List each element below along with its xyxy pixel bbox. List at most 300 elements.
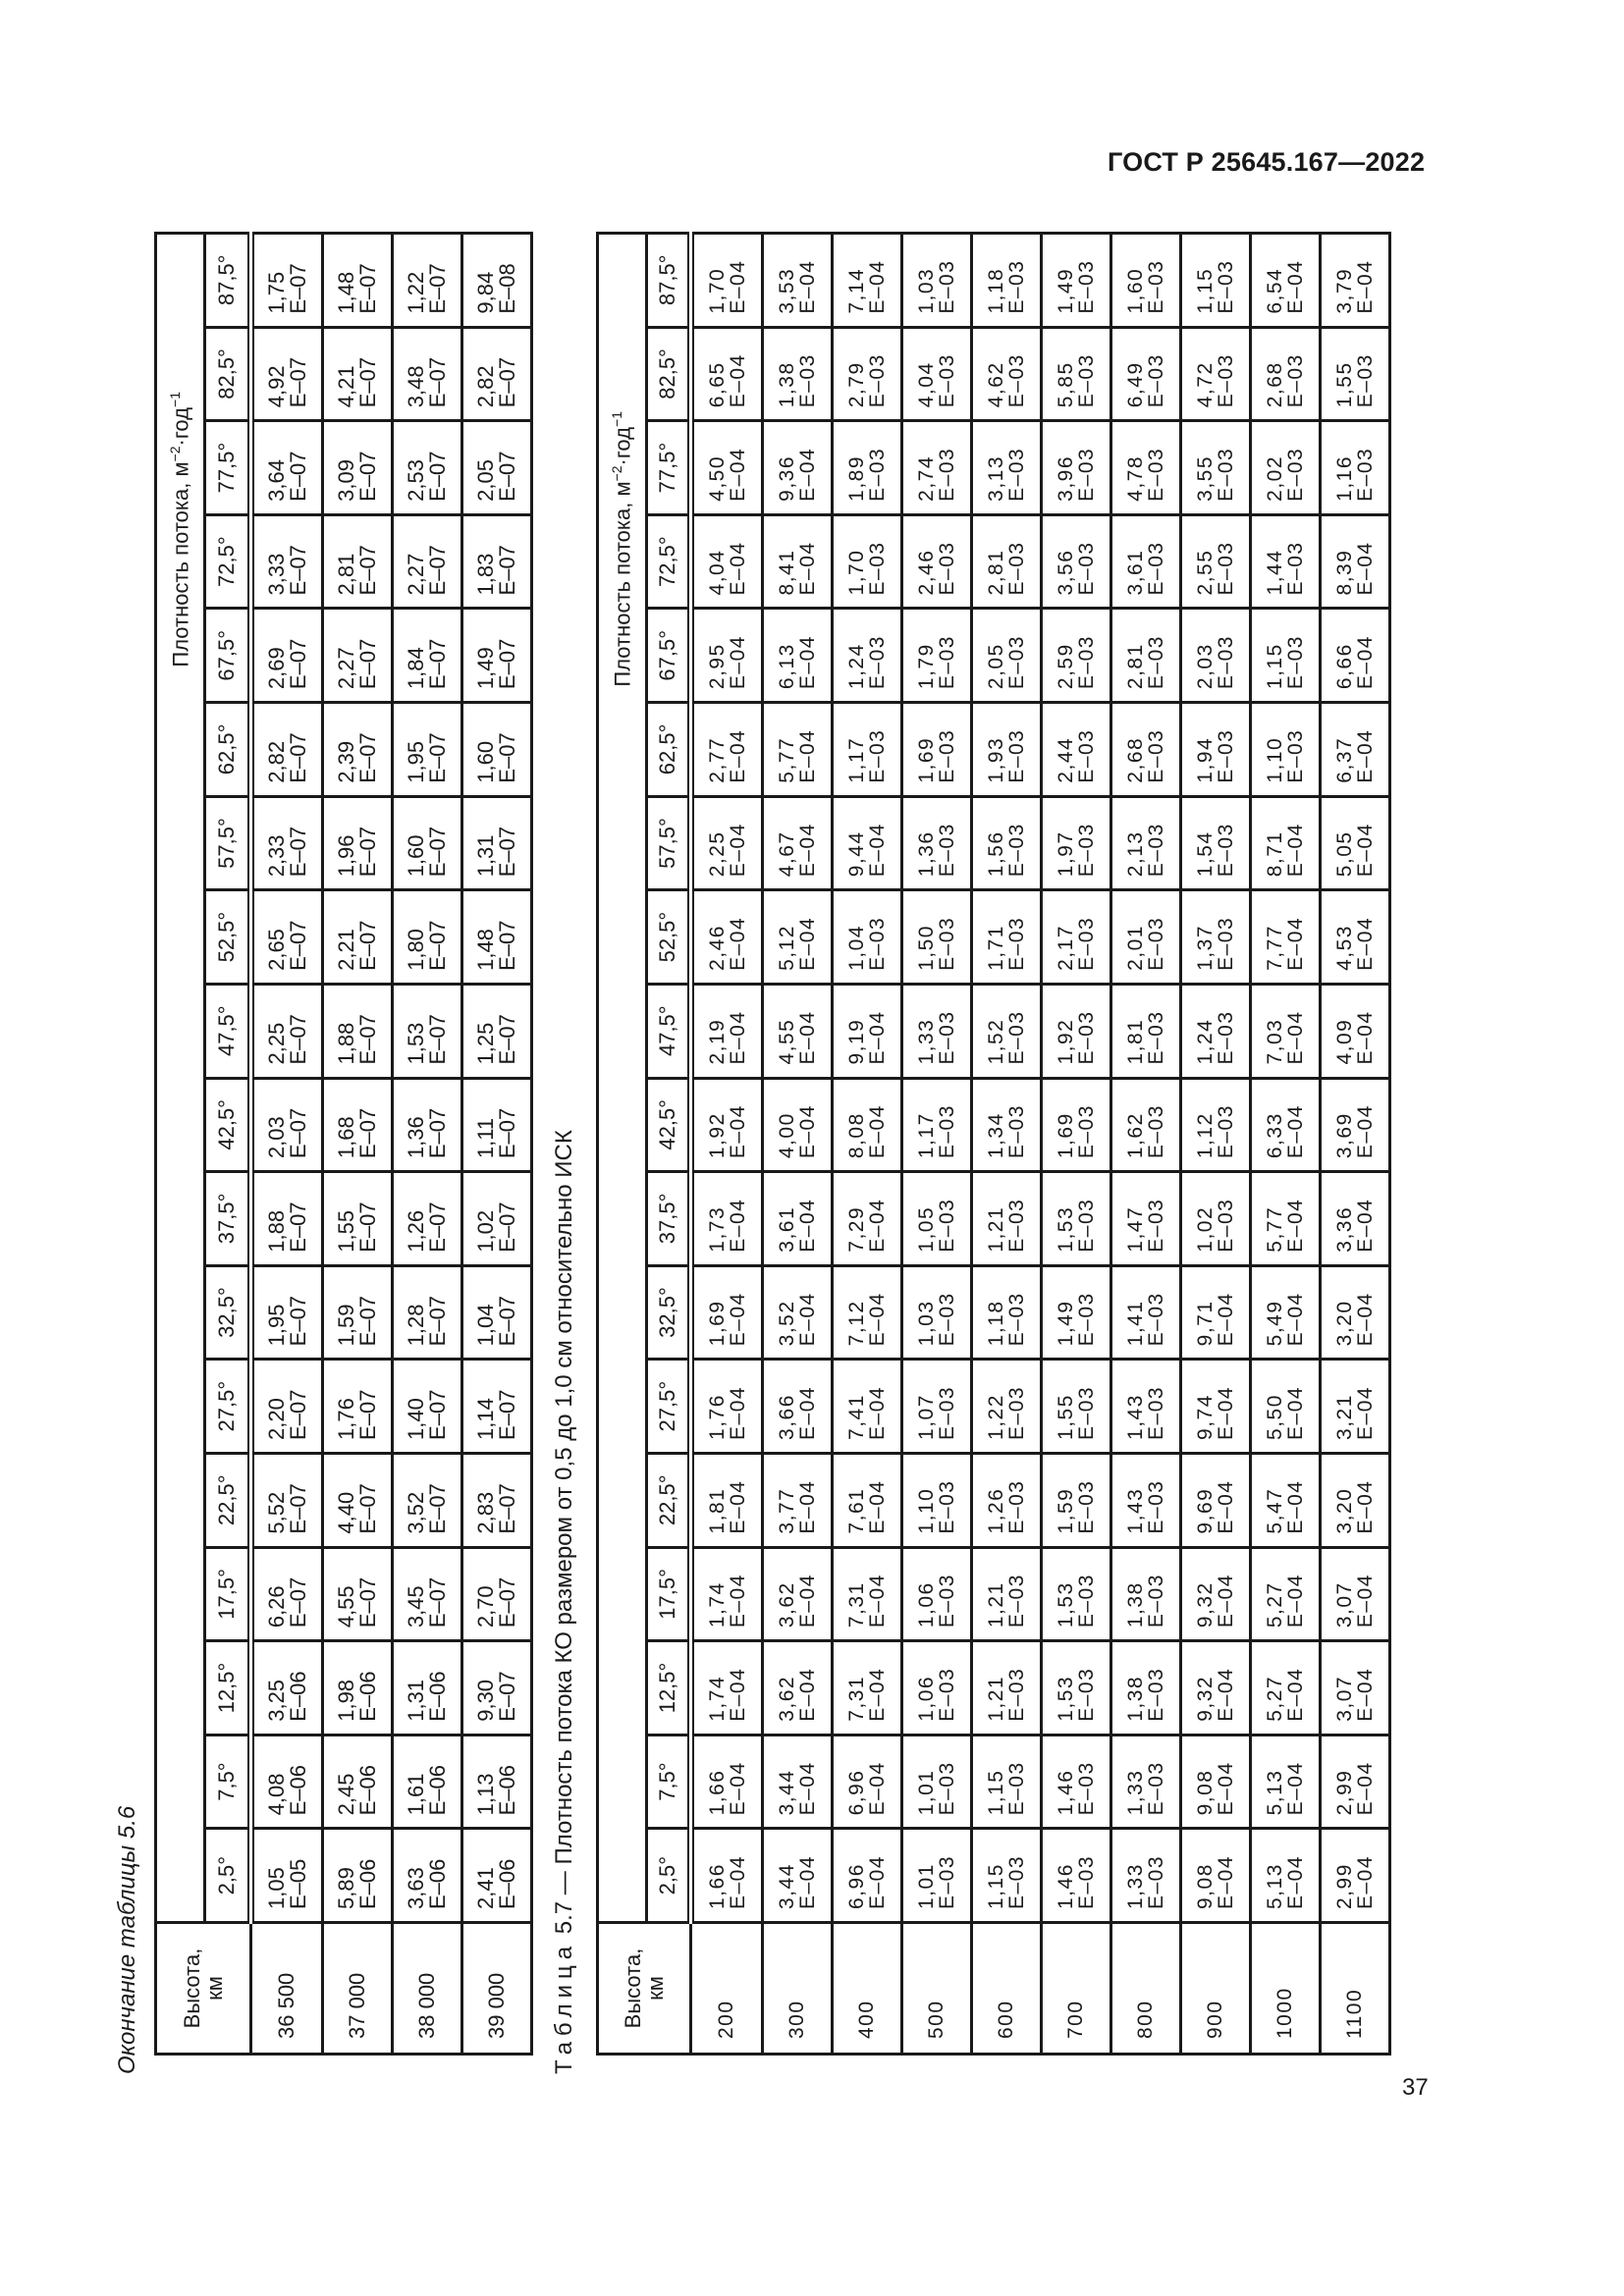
exponent: E–04 — [796, 635, 819, 690]
exponent: E–04 — [796, 1104, 819, 1159]
exponent: E–07 — [425, 638, 450, 690]
flux-value-cell — [691, 796, 763, 890]
flux-value-cell — [1111, 1265, 1181, 1360]
flux-value-cell — [1251, 1078, 1321, 1172]
table-5-6 — [154, 232, 533, 2056]
exponent: E–03 — [1005, 353, 1028, 408]
mantissa: 6,96 — [845, 1769, 868, 1816]
mantissa: 3,20 — [1333, 1300, 1356, 1347]
exponent: E–03 — [1005, 728, 1028, 783]
mantissa: 1,05 — [264, 1867, 289, 1909]
flux-value-cell — [1181, 1547, 1251, 1641]
exponent: E–04 — [866, 259, 889, 314]
flux-value-cell — [763, 1078, 833, 1172]
exponent: E–04 — [1354, 1479, 1377, 1534]
mantissa: 1,02 — [473, 1209, 498, 1253]
flux-value-cell — [972, 1078, 1042, 1172]
mantissa: 6,49 — [1124, 361, 1147, 408]
flux-value-cell — [691, 421, 763, 515]
exponent: E–03 — [1075, 1292, 1098, 1347]
flux-value-cell — [1321, 1735, 1390, 1829]
mantissa: 1,04 — [845, 925, 868, 971]
exponent: E–04 — [796, 1292, 819, 1347]
flux-value-cell — [902, 703, 972, 797]
exponent: E–07 — [355, 1295, 380, 1347]
mantissa: 2,03 — [264, 1116, 289, 1159]
exponent: E–03 — [1354, 353, 1377, 408]
mantissa: 1,49 — [473, 647, 498, 690]
exponent: E–06 — [425, 1765, 450, 1816]
flux-value-cell — [462, 1829, 532, 1923]
mantissa: 1,60 — [1124, 267, 1147, 314]
mantissa: 1,21 — [985, 1581, 1007, 1629]
mantissa: 1,24 — [845, 643, 868, 690]
exponent: E–03 — [1005, 1761, 1028, 1816]
flux-density-header: Плотность потока, $м^{-2}\cdot год^{-1}$ — [156, 234, 205, 1923]
mantissa: 1,33 — [1124, 1769, 1147, 1816]
exponent: E–07 — [495, 1483, 519, 1534]
flux-value-cell — [393, 234, 462, 328]
table-row — [763, 234, 833, 2055]
exponent: E–04 — [1284, 1761, 1307, 1816]
flux-value-cell — [1251, 609, 1321, 703]
mantissa: 2,41 — [473, 1867, 498, 1909]
mantissa: 1,15 — [1264, 643, 1286, 690]
flux-value-cell — [1181, 1829, 1251, 1923]
flux-value-cell — [462, 984, 532, 1078]
flux-value-cell — [462, 1453, 532, 1547]
flux-value-cell — [1111, 703, 1181, 797]
exponent: E–03 — [1075, 353, 1098, 408]
mantissa: 2,74 — [915, 454, 938, 502]
flux-value-cell — [1181, 514, 1251, 609]
flux-value-cell — [1181, 890, 1251, 985]
flux-value-cell — [462, 1735, 532, 1829]
mantissa: 3,61 — [1124, 549, 1147, 596]
mantissa: 9,08 — [1194, 1863, 1217, 1909]
exponent: E–03 — [1075, 1010, 1098, 1065]
flux-value-cell — [393, 796, 462, 890]
flux-value-cell — [1321, 703, 1390, 797]
exponent: E–07 — [425, 451, 450, 502]
flux-value-cell — [691, 234, 763, 328]
exponent: E–07 — [425, 920, 450, 971]
exponent: E–03 — [1075, 1574, 1098, 1629]
flux-value-cell — [1181, 1735, 1251, 1829]
flux-value-cell — [393, 1453, 462, 1547]
mantissa: 1,37 — [1194, 925, 1217, 971]
flux-value-cell — [1111, 609, 1181, 703]
mantissa: 1,60 — [404, 834, 428, 878]
flux-value-cell — [462, 421, 532, 515]
exponent: E–07 — [425, 1389, 450, 1440]
angle-header-cell: 52,5° — [205, 890, 251, 985]
table-row — [251, 234, 323, 2055]
exponent: E–03 — [1075, 1667, 1098, 1722]
exponent: E–07 — [425, 1107, 450, 1159]
flux-value-cell — [251, 1078, 323, 1172]
flux-value-cell — [393, 984, 462, 1078]
exponent: E–07 — [355, 1389, 380, 1440]
exponent: E–04 — [1354, 1574, 1377, 1629]
exponent: E–07 — [495, 356, 519, 408]
flux-value-cell — [763, 234, 833, 328]
flux-value-cell — [1251, 421, 1321, 515]
mantissa: 6,37 — [1333, 736, 1356, 783]
mantissa: 5,52 — [264, 1491, 289, 1534]
exponent: E–04 — [1354, 1667, 1377, 1722]
mantissa: 2,65 — [264, 929, 289, 971]
exponent: E–03 — [936, 728, 958, 783]
mantissa: 1,28 — [404, 1304, 428, 1347]
exponent: E–04 — [796, 1574, 819, 1629]
exponent: E–07 — [286, 545, 310, 596]
table-row — [1042, 234, 1111, 2055]
flux-value-cell — [1251, 327, 1321, 421]
mantissa: 5,89 — [334, 1867, 358, 1909]
flux-value-cell — [393, 1265, 462, 1360]
mantissa: 2,55 — [1194, 549, 1217, 596]
altitude-cell: 300 — [763, 1923, 833, 2055]
flux-density-header: Плотность потока, $м^{-2}\cdot год^{-1}$ — [598, 234, 647, 1923]
exponent: E–04 — [1354, 1385, 1377, 1440]
mantissa: 4,09 — [1333, 1018, 1356, 1065]
exponent: E–03 — [866, 635, 889, 690]
mantissa: 4,72 — [1194, 361, 1217, 408]
mantissa: 2,68 — [1124, 736, 1147, 783]
mantissa: 3,55 — [1194, 454, 1217, 502]
exponent: E–07 — [425, 545, 450, 596]
exponent: E–03 — [936, 1198, 958, 1253]
altitude-cell: 36 500 — [251, 1923, 323, 2055]
flux-value-cell — [833, 890, 902, 985]
flux-value-cell — [393, 1172, 462, 1266]
flux-value-cell — [972, 1360, 1042, 1454]
flux-value-cell — [972, 1547, 1042, 1641]
table-5-7 — [596, 232, 1391, 2056]
flux-value-cell — [833, 234, 902, 328]
flux-value-cell — [1321, 1829, 1390, 1923]
exponent: E–04 — [796, 1385, 819, 1440]
flux-value-cell — [1181, 703, 1251, 797]
table-row — [1321, 234, 1390, 2055]
flux-value-cell — [1321, 234, 1390, 328]
exponent: E–04 — [796, 728, 819, 783]
exponent: E–07 — [286, 1014, 310, 1065]
exponent: E–04 — [1215, 1854, 1237, 1909]
exponent: E–04 — [727, 353, 749, 408]
mantissa: 4,04 — [706, 549, 729, 596]
exponent: E–03 — [1145, 1667, 1167, 1722]
mantissa: 1,53 — [404, 1022, 428, 1065]
exponent: E–07 — [495, 1014, 519, 1065]
exponent: E–04 — [796, 1198, 819, 1253]
mantissa: 2,27 — [334, 647, 358, 690]
mantissa: 1,38 — [1124, 1581, 1147, 1629]
flux-value-cell — [833, 514, 902, 609]
flux-value-cell — [833, 1360, 902, 1454]
exponent: E–03 — [1215, 635, 1237, 690]
mantissa: 1,06 — [915, 1675, 938, 1722]
mantissa: 1,49 — [1055, 267, 1077, 314]
exponent: E–03 — [866, 541, 889, 596]
exponent: E–06 — [355, 1671, 380, 1722]
table-row — [1181, 234, 1251, 2055]
flux-value-cell — [323, 1547, 393, 1641]
mantissa: 2,77 — [706, 736, 729, 783]
exponent: E–07 — [355, 1201, 380, 1253]
mantissa: 1,98 — [334, 1679, 358, 1722]
flux-value-cell — [972, 421, 1042, 515]
exponent: E–03 — [1145, 1574, 1167, 1629]
exponent: E–03 — [1075, 259, 1098, 314]
exponent: E–07 — [495, 638, 519, 690]
flux-value-cell — [1181, 1265, 1251, 1360]
exponent: E–03 — [1215, 823, 1237, 878]
flux-value-cell — [1181, 796, 1251, 890]
exponent: E–04 — [1284, 1385, 1307, 1440]
flux-value-cell — [1251, 1735, 1321, 1829]
mantissa: 7,41 — [845, 1394, 868, 1440]
flux-value-cell — [1321, 1453, 1390, 1547]
flux-value-cell — [1042, 234, 1111, 328]
mantissa: 2,13 — [1124, 830, 1147, 878]
flux-value-cell — [1111, 1547, 1181, 1641]
exponent: E–04 — [866, 1292, 889, 1347]
mantissa: 1,53 — [1055, 1675, 1077, 1722]
flux-value-cell — [1181, 327, 1251, 421]
mantissa: 1,62 — [1124, 1112, 1147, 1159]
mantissa: 1,46 — [1055, 1769, 1077, 1816]
mantissa: 2,44 — [1055, 736, 1077, 783]
mantissa: 2,05 — [473, 459, 498, 502]
mantissa: 6,66 — [1333, 643, 1356, 690]
angle-header-cell: 37,5° — [647, 1172, 691, 1266]
exponent: E–07 — [495, 451, 519, 502]
flux-value-cell — [1111, 421, 1181, 515]
mantissa: 1,75 — [264, 271, 289, 314]
mantissa: 1,26 — [404, 1209, 428, 1253]
flux-value-cell — [323, 327, 393, 421]
mantissa: 3,62 — [776, 1675, 798, 1722]
mantissa: 1,74 — [706, 1675, 729, 1722]
flux-value-cell — [1251, 514, 1321, 609]
mantissa: 1,88 — [264, 1209, 289, 1253]
flux-value-cell — [902, 421, 972, 515]
table-5-7-caption — [551, 1130, 578, 2074]
mantissa: 1,74 — [706, 1581, 729, 1629]
flux-value-cell — [323, 984, 393, 1078]
flux-value-cell — [323, 1360, 393, 1454]
exponent: E–07 — [495, 1295, 519, 1347]
mantissa: 1,69 — [915, 736, 938, 783]
angle-header-cell: 52,5° — [647, 890, 691, 985]
exponent: E–03 — [936, 1761, 958, 1816]
exponent: E–03 — [866, 353, 889, 408]
mantissa: 2,02 — [1264, 454, 1286, 502]
mantissa: 1,59 — [334, 1304, 358, 1347]
mantissa: 1,89 — [845, 454, 868, 502]
mantissa: 3,20 — [1333, 1487, 1356, 1534]
exponent: E–04 — [1354, 823, 1377, 878]
flux-value-cell — [462, 327, 532, 421]
mantissa: 1,44 — [1264, 549, 1286, 596]
exponent: E–04 — [796, 1010, 819, 1065]
table-row — [1251, 234, 1321, 2055]
flux-value-cell — [1181, 1453, 1251, 1547]
flux-value-cell — [1042, 1735, 1111, 1829]
page-number: 37 — [1402, 2074, 1429, 2101]
exponent: E–06 — [425, 1858, 450, 1909]
mantissa: 2,03 — [1194, 643, 1217, 690]
flux-value-cell — [691, 327, 763, 421]
mantissa: 1,15 — [1194, 267, 1217, 314]
exponent: E–07 — [495, 920, 519, 971]
exponent: E–04 — [866, 1854, 889, 1909]
exponent: E–06 — [495, 1765, 519, 1816]
exponent: E–04 — [727, 1854, 749, 1909]
flux-value-cell — [251, 609, 323, 703]
exponent: E–03 — [936, 541, 958, 596]
flux-value-cell — [902, 1078, 972, 1172]
altitude-cell: 400 — [833, 1923, 902, 2055]
exponent: E–03 — [1145, 1854, 1167, 1909]
exponent: E–03 — [866, 447, 889, 502]
mantissa: 1,55 — [1333, 361, 1356, 408]
exponent: E–07 — [425, 1295, 450, 1347]
flux-value-cell — [1042, 1078, 1111, 1172]
flux-value-cell — [1042, 1829, 1111, 1923]
mantissa: 1,52 — [985, 1018, 1007, 1065]
exponent: E–04 — [796, 1761, 819, 1816]
flux-value-cell — [833, 984, 902, 1078]
mantissa: 3,07 — [1333, 1581, 1356, 1629]
flux-value-cell — [1042, 1547, 1111, 1641]
flux-value-cell — [1111, 1641, 1181, 1735]
mantissa: 5,49 — [1264, 1300, 1286, 1347]
exponent: E–04 — [727, 728, 749, 783]
flux-value-cell — [393, 1735, 462, 1829]
angle-header-cell: 22,5° — [647, 1453, 691, 1547]
flux-value-cell — [1251, 1641, 1321, 1735]
mantissa: 4,67 — [776, 830, 798, 878]
exponent: E–03 — [936, 353, 958, 408]
mantissa: 5,77 — [776, 736, 798, 783]
exponent: E–04 — [866, 1479, 889, 1534]
flux-value-cell — [323, 1172, 393, 1266]
flux-value-cell — [763, 1829, 833, 1923]
mantissa: 1,06 — [915, 1581, 938, 1629]
mantissa: 2,39 — [334, 740, 358, 783]
exponent: E–03 — [1075, 728, 1098, 783]
exponent: E–03 — [936, 1292, 958, 1347]
mantissa: 2,46 — [706, 925, 729, 971]
flux-value-cell — [972, 609, 1042, 703]
exponent: E–05 — [286, 1858, 310, 1909]
mantissa: 7,31 — [845, 1581, 868, 1629]
flux-value-cell — [833, 609, 902, 703]
mantissa: 4,78 — [1124, 454, 1147, 502]
flux-value-cell — [1042, 327, 1111, 421]
mantissa: 1,60 — [473, 740, 498, 783]
exponent: E–04 — [727, 916, 749, 971]
flux-value-cell — [1251, 1265, 1321, 1360]
flux-value-cell — [902, 796, 972, 890]
flux-value-cell — [691, 1172, 763, 1266]
flux-value-cell — [462, 796, 532, 890]
exponent: E–07 — [286, 1201, 310, 1253]
exponent: E–03 — [1005, 916, 1028, 971]
exponent: E–04 — [1354, 916, 1377, 971]
mantissa: 1,31 — [473, 834, 498, 878]
flux-value-cell — [833, 1078, 902, 1172]
mantissa: 6,13 — [776, 643, 798, 690]
exponent: E–03 — [1005, 1854, 1028, 1909]
altitude-cell: 900 — [1181, 1923, 1251, 2055]
exponent: E–07 — [286, 263, 310, 314]
mantissa: 2,27 — [404, 553, 428, 596]
flux-value-cell — [251, 1641, 323, 1735]
exponent: E–04 — [796, 1854, 819, 1909]
flux-value-cell — [902, 1453, 972, 1547]
mantissa: 1,24 — [1194, 1018, 1217, 1065]
flux-value-cell — [1181, 234, 1251, 328]
table-title: 5.7 — Плотность потока КО размером от 0,5 до 1,0 см относительно ИСК — [551, 1130, 577, 1941]
angle-header-cell: 37,5° — [205, 1172, 251, 1266]
exponent: E–03 — [1215, 728, 1237, 783]
exponent: E–04 — [1284, 1479, 1307, 1534]
flux-value-cell — [763, 984, 833, 1078]
flux-value-cell — [1321, 1078, 1390, 1172]
flux-value-cell — [251, 1735, 323, 1829]
angle-header-cell: 82,5° — [205, 327, 251, 421]
mantissa: 1,46 — [1055, 1863, 1077, 1909]
exponent: E–07 — [355, 356, 380, 408]
exponent: E–07 — [425, 1014, 450, 1065]
exponent: E–04 — [1354, 1198, 1377, 1253]
exponent: E–04 — [1354, 259, 1377, 314]
flux-value-cell — [763, 327, 833, 421]
exponent: E–03 — [1215, 447, 1237, 502]
table-row — [323, 234, 393, 2055]
exponent: E–03 — [1005, 635, 1028, 690]
flux-value-cell — [1042, 1453, 1111, 1547]
flux-value-cell — [691, 890, 763, 985]
flux-value-cell — [763, 1735, 833, 1829]
mantissa: 1,48 — [473, 929, 498, 971]
flux-value-cell — [1251, 234, 1321, 328]
exponent: E–07 — [355, 920, 380, 971]
flux-value-cell — [833, 1641, 902, 1735]
mantissa: 1,04 — [473, 1304, 498, 1347]
mantissa: 1,55 — [334, 1209, 358, 1253]
angle-header-cell: 87,5° — [205, 234, 251, 328]
flux-value-cell — [763, 890, 833, 985]
exponent: E–04 — [1354, 1854, 1377, 1909]
exponent: E–04 — [727, 635, 749, 690]
mantissa: 3,33 — [264, 553, 289, 596]
angle-header-cell: 72,5° — [647, 514, 691, 609]
angle-header-cell: 67,5° — [647, 609, 691, 703]
exponent: E–04 — [796, 541, 819, 596]
mantissa: 1,76 — [334, 1398, 358, 1440]
mantissa: 8,08 — [845, 1112, 868, 1159]
mantissa: 2,82 — [264, 740, 289, 783]
mantissa: 3,62 — [776, 1581, 798, 1629]
exponent: E–03 — [1005, 259, 1028, 314]
mantissa: 1,10 — [1264, 736, 1286, 783]
mantissa: 7,61 — [845, 1487, 868, 1534]
